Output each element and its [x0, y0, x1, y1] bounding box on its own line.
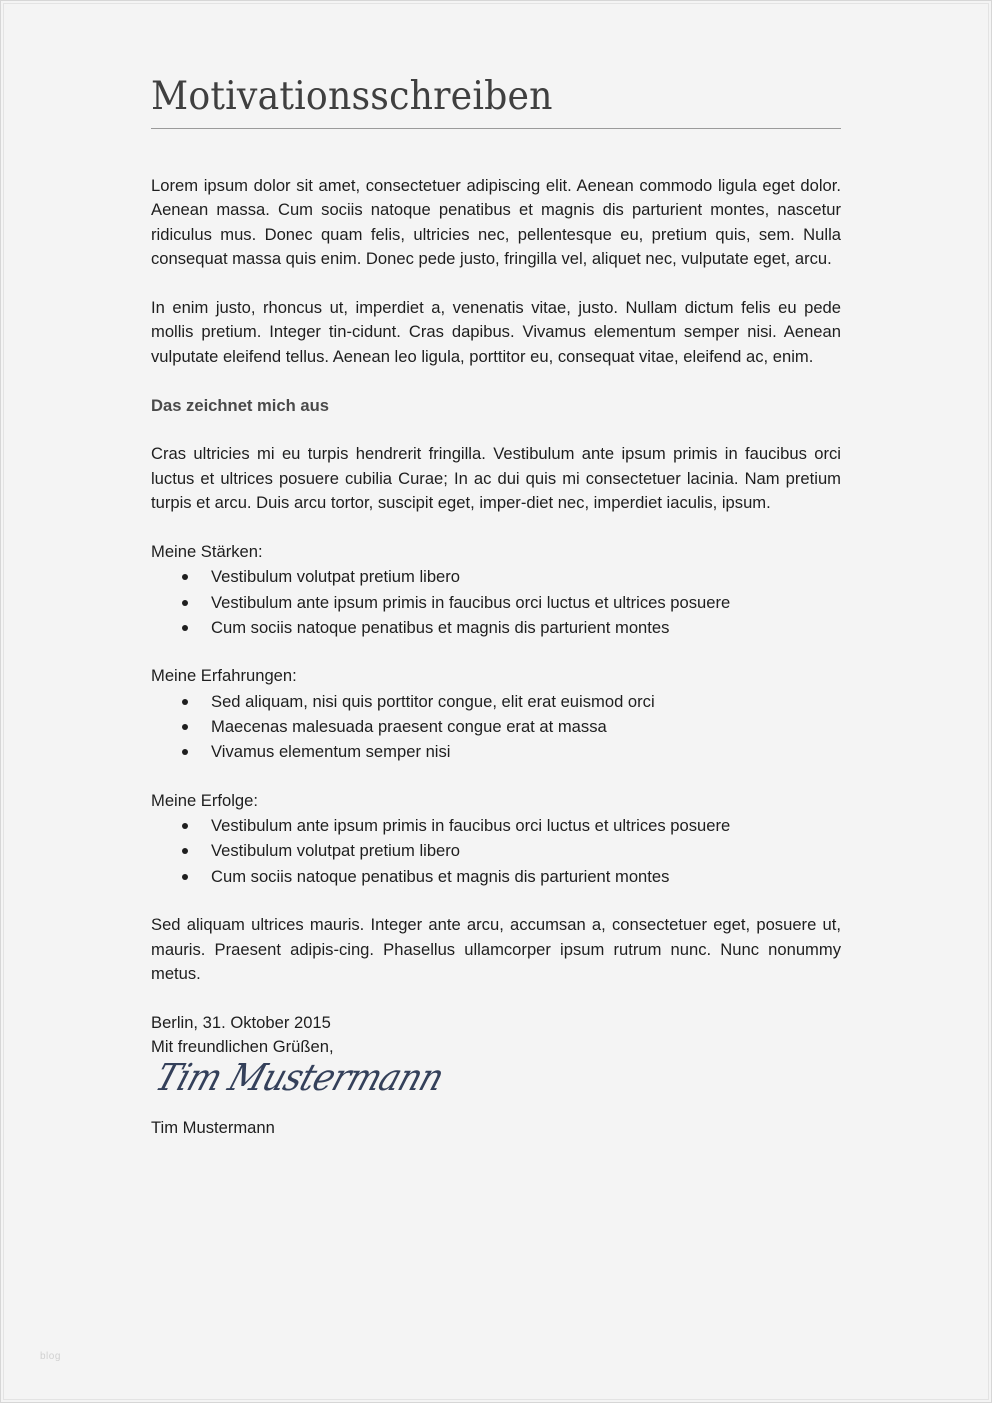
section-heading: Das zeichnet mich aus: [151, 395, 329, 415]
salutation: Mit freundlichen Grüßen,: [151, 1037, 334, 1057]
list-item-text: Sed aliquam, nisi quis porttitor congue, elit erat euismod orci: [211, 691, 655, 711]
list-label-achievements: Meine Erfolge:: [151, 790, 258, 810]
bullet-list: [151, 689, 841, 765]
list-item-text: Maecenas malesuada praesent congue erat at massa: [211, 716, 607, 736]
bullet-icon: [182, 574, 188, 580]
list-item: [151, 714, 841, 739]
list-item: [151, 590, 841, 615]
paragraph-intro: Lorem ipsum dolor sit amet, consectetuer adipiscing elit. Aenean commodo ligula eget dolor. Aenean massa. Cum sociis natoque penatibus et magnis dis parturient montes, nascetur ridiculus mus. Donec quam felis, ultricies nec, pellentesque eu, pretium quis, sem. Nulla consequat massa quis enim. Donec pede justo, fringilla vel, aliquet nec, vulputate eget, arcu.: [151, 176, 841, 269]
list-item: [151, 813, 841, 838]
bullet-icon: [182, 749, 188, 755]
list-item-text: Vestibulum volutpat pretium libero: [211, 841, 461, 861]
bullet-icon: [182, 724, 188, 730]
bullet-icon: [182, 823, 188, 829]
list-item-text: Vivamus elementum semper nisi: [211, 742, 451, 762]
list-item-text: Vestibulum volutpat pretium libero: [211, 567, 461, 587]
spacer: [151, 889, 841, 913]
spacer: [151, 986, 841, 1010]
list-item: [151, 864, 841, 889]
paragraph-closing: Sed aliquam ultrices mauris. Integer ante arcu, accumsan a, consectetuer eget, posuere ut, mauris. Praesent adipis-cing. Phasellus ullamcorper ipsum rutrum nunc. Nunc nonummy metus.: [151, 915, 841, 983]
list-item: [151, 689, 841, 714]
place-date: Berlin, 31. Oktober 2015: [151, 1012, 331, 1032]
list-label-strengths: Meine Stärken:: [151, 542, 263, 562]
list-item: [151, 615, 841, 640]
list-strengths: [151, 540, 841, 640]
spacer: [151, 640, 841, 664]
list-label-experience: Meine Erfahrungen:: [151, 666, 297, 686]
bullet-list: [151, 564, 841, 640]
list-achievements: [151, 789, 841, 889]
spacer: [151, 764, 841, 788]
spacer: [151, 418, 841, 442]
document-body: [151, 174, 841, 1140]
list-item: [151, 564, 841, 589]
list-item-text: Cum sociis natoque penatibus et magnis dis parturient montes: [211, 617, 670, 637]
spacer: [151, 369, 841, 393]
list-experience: [151, 664, 841, 764]
handwritten-signature: Tim Mustermann: [150, 1055, 449, 1099]
list-item: [151, 739, 841, 764]
bullet-list: [151, 813, 841, 889]
title-divider: [151, 128, 841, 129]
list-item-text: Vestibulum ante ipsum primis in faucibus orci luctus et ultrices posuere: [211, 592, 731, 612]
spacer: [151, 272, 841, 296]
paragraph-second: In enim justo, rhoncus ut, imperdiet a, venenatis vitae, justo. Nullam dictum felis eu pede mollis pretium. Integer tin-cidunt. Cras dapibus. Vivamus elementum semper nisi. Aenean vulputate eleifend tellus. Aenean leo ligula, porttitor eu, consequat vitae, eleifend ac, enim.: [151, 298, 841, 366]
bullet-icon: [182, 848, 188, 854]
bullet-icon: [182, 699, 188, 705]
watermark-text: blog: [40, 1351, 61, 1362]
signature-block: [150, 1055, 841, 1116]
bullet-icon: [182, 874, 188, 880]
list-item-text: Cum sociis natoque penatibus et magnis dis parturient montes: [211, 866, 670, 886]
spacer: [151, 516, 841, 540]
printed-name: Tim Mustermann: [151, 1117, 275, 1137]
list-item: [151, 838, 841, 863]
document-title: Motivationsschreiben: [151, 74, 553, 119]
paragraph-section-intro: Cras ultricies mi eu turpis hendrerit fringilla. Vestibulum ante ipsum primis in faucibus orci luctus et ultrices posuere cubilia Curae; In ac dui quis mi consectetuer lacinia. Nam pretium turpis et arcu. Duis arcu tortor, suscipit eget, imper-diet nec, imperdiet iaculis, ipsum.: [151, 444, 841, 513]
list-item-text: Vestibulum ante ipsum primis in faucibus orci luctus et ultrices posuere: [211, 816, 731, 836]
bullet-icon: [182, 600, 188, 606]
bullet-icon: [182, 625, 188, 631]
